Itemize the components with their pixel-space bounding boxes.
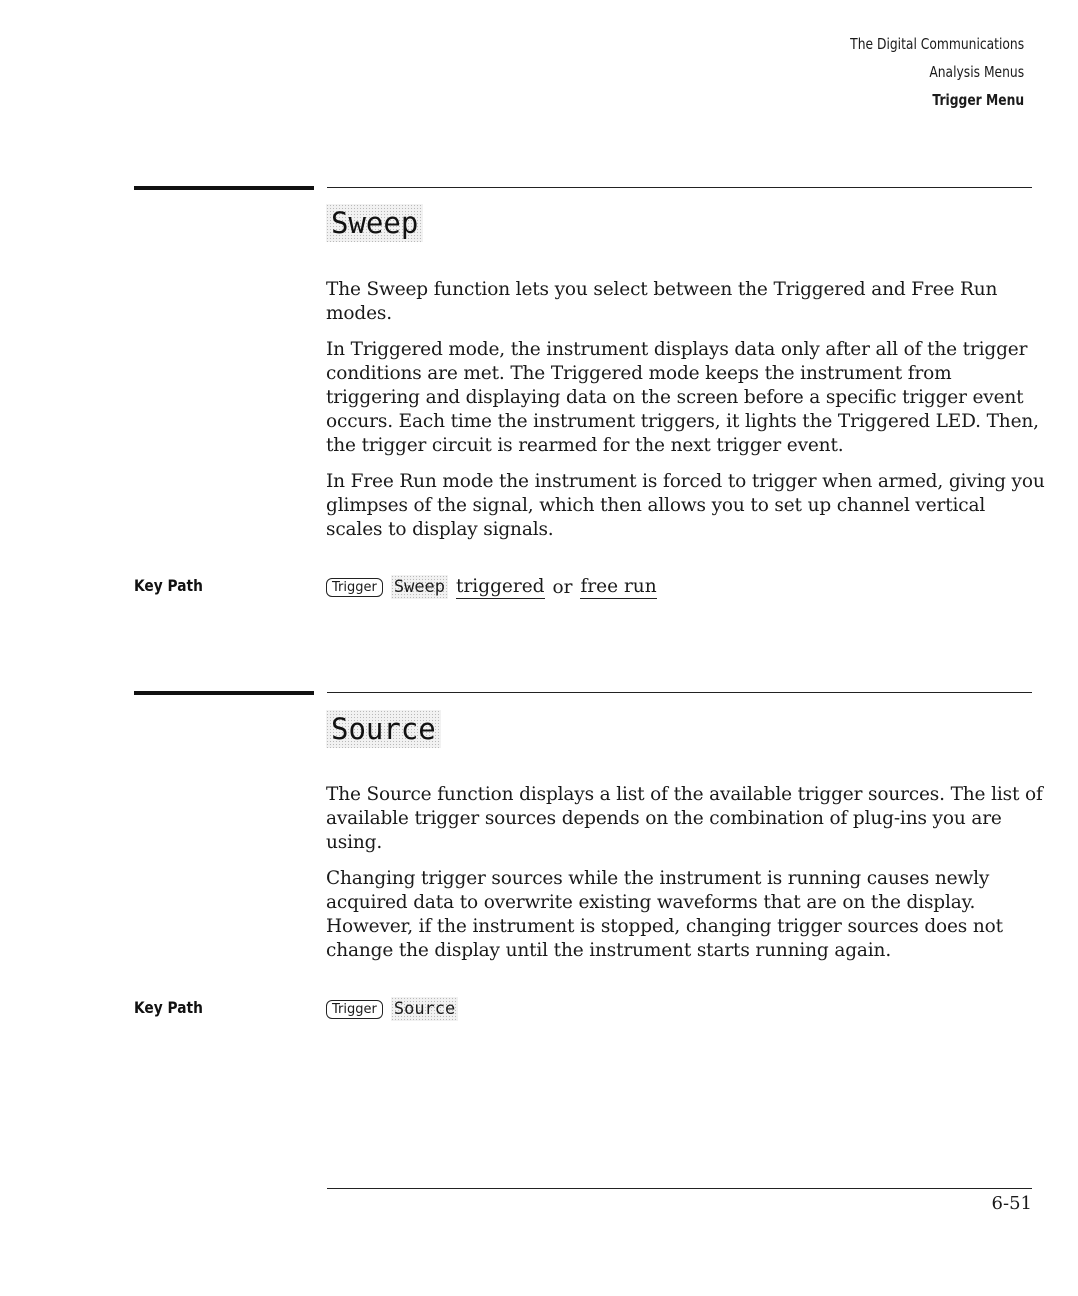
section-rule-thick (134, 186, 314, 190)
key-path-label: Key Path (134, 576, 203, 595)
paragraph: Changing trigger sources while the instrument is running causes newly acquired data to overwrite existing waveforms that are on the display. However, if the instrument is stopped, changing trigger sources does not change the display until the instrument starts running again. (326, 868, 1003, 961)
option-separator: or (552, 576, 573, 598)
header-section: Analysis Menus (929, 63, 1024, 81)
header-chapter: The Digital Communications (850, 35, 1024, 53)
paragraph: In Triggered mode, the instrument displays data only after all of the trigger conditions are met. The Triggered mode keeps the instrument from triggering and displaying data on the screen before a specific trigger event occurs. Each time the instrument triggers, it lights the Triggered LED. Then, the trigger circuit is rearmed for the next trigger event. (326, 339, 1039, 456)
option-free-run: free run (580, 575, 657, 597)
source-heading: Source (326, 710, 441, 748)
header-menu: Trigger Menu (932, 91, 1024, 109)
paragraph: The Source function displays a list of the available trigger sources. The list of available trigger sources depends on the combination of plug-ins you are using. (326, 784, 1043, 853)
source-softkey: Source (391, 997, 458, 1021)
source-description (326, 783, 1046, 975)
sweep-softkey: Sweep (391, 575, 448, 599)
trigger-hardkey: Trigger (326, 1000, 383, 1019)
paragraph: The Sweep function lets you select between the Triggered and Free Run modes. (326, 279, 998, 324)
footer-rule (327, 1188, 1032, 1189)
source-key-path (326, 995, 458, 1023)
running-header (850, 30, 1024, 114)
sweep-description (326, 278, 1046, 554)
section-rule-thin (327, 692, 1032, 693)
page-number: 6-51 (991, 1193, 1032, 1214)
option-triggered: triggered (456, 575, 545, 597)
section-rule-thick (134, 691, 314, 695)
sweep-key-path (326, 573, 657, 601)
paragraph: In Free Run mode the instrument is forced to trigger when armed, giving you glimpses of the signal, which then allows you to set up channel vertical scales to display signals. (326, 471, 1045, 540)
key-path-label: Key Path (134, 998, 203, 1017)
trigger-hardkey: Trigger (326, 578, 383, 597)
section-rule-thin (327, 187, 1032, 188)
sweep-heading: Sweep (326, 204, 423, 242)
